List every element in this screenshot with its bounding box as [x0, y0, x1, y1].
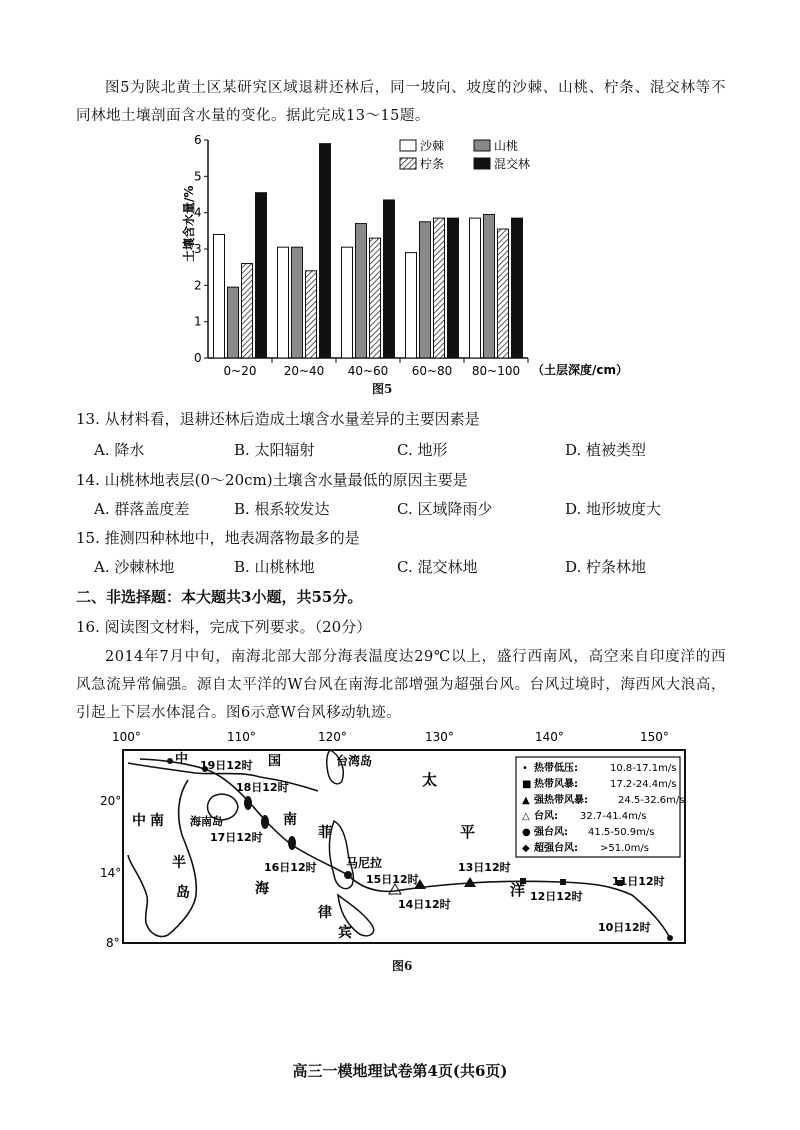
x-tick-label: 80~100: [471, 364, 521, 378]
bar-1-3: [420, 222, 431, 358]
label-manila: 马尼拉: [346, 856, 383, 870]
q14-option-a[interactable]: A. 群落盖度差: [94, 500, 190, 518]
label-scs-nan: 南: [283, 812, 297, 828]
label-indochina-zhong: 中: [132, 813, 146, 829]
legend-label-shaji: 沙棘: [420, 139, 445, 153]
time-label-15d: 15日12时: [366, 873, 419, 886]
lon-label-100: 100°: [112, 730, 141, 744]
track-point-storm: [560, 879, 566, 885]
page-footer: 高三一模地理试卷第4页(共6页): [292, 1062, 508, 1080]
lat-label-8: 8°: [106, 936, 120, 950]
q15-option-c[interactable]: C. 混交林地: [397, 558, 478, 576]
legend-sym-5: ◆: [522, 843, 530, 854]
legend-sym-1: ■: [522, 779, 532, 790]
question-14: 14. 山桃林地表层(0～20cm)土壤含水量最低的原因主要是: [76, 471, 468, 489]
legend-sym-2: ▲: [522, 795, 530, 806]
x-tick-label: 0~20: [223, 364, 257, 378]
legend-label-hunjiaolin: 混交林: [494, 157, 531, 171]
lat-label-20: 20°: [100, 794, 122, 808]
label-indochina-dao: 岛: [176, 885, 190, 901]
q15-option-d[interactable]: D. 柠条林地: [565, 558, 647, 576]
track-point-depression: [667, 935, 673, 941]
lon-label-120: 120°: [318, 730, 347, 744]
soil-moisture-chart: [0, 0, 800, 400]
legend-swatch-shaji: [400, 140, 416, 151]
map-legend: [516, 757, 684, 857]
bar-1-1: [292, 247, 303, 358]
bar-3-3: [448, 218, 459, 358]
bar-0-1: [278, 247, 289, 358]
track-point-super-typhoon: [261, 815, 269, 829]
legend-name-2: 强热带风暴:: [534, 795, 588, 806]
question-14-options: [94, 498, 734, 520]
bar-3-1: [320, 144, 331, 358]
y-tick-label: 4: [194, 205, 202, 220]
track-point-super-typhoon: [244, 796, 252, 810]
q13-option-b[interactable]: B. 太阳辐射: [234, 441, 315, 459]
x-tick-label: 20~40: [283, 364, 325, 378]
bar-0-4: [470, 218, 481, 358]
question-16: 16. 阅读图文材料，完成下列要求。（20分）: [76, 618, 372, 636]
legend-sym-0: •: [522, 763, 528, 774]
q14-option-d[interactable]: D. 地形坡度大: [565, 500, 662, 518]
bar-2-1: [306, 271, 317, 358]
bar-3-0: [256, 193, 267, 358]
y-tick-label: 6: [194, 133, 202, 147]
x-tick-label: 60~80: [411, 364, 453, 378]
bar-1-0: [228, 287, 239, 358]
lon-label-110: 110°: [227, 730, 256, 744]
legend-name-3: 台风:: [534, 811, 558, 822]
bar-0-2: [342, 247, 353, 358]
legend-range-2: 24.5-32.6m/s: [618, 795, 685, 806]
time-label-13d: 13日12时: [458, 861, 511, 874]
label-china-guo: 国: [268, 754, 282, 769]
legend-range-1: 17.2-24.4m/s: [610, 779, 677, 790]
y-axis-label: 土壤含水量/%: [182, 185, 196, 262]
fig6-caption: 图6: [392, 959, 413, 973]
q15-option-b[interactable]: B. 山桃林地: [234, 558, 315, 576]
bar-1-4: [484, 214, 495, 358]
q15-option-a[interactable]: A. 沙棘林地: [94, 558, 175, 576]
time-label-19d: 19日12时: [200, 759, 253, 772]
label-pacific-yang: 洋: [510, 881, 526, 899]
bar-2-3: [434, 218, 445, 358]
label-pacific-tai: 太: [422, 771, 438, 789]
y-tick-label: 1: [194, 314, 202, 329]
bar-2-4: [498, 229, 509, 358]
q13-option-c[interactable]: C. 地形: [397, 441, 448, 459]
label-scs-hai: 海: [255, 881, 269, 897]
legend-name-1: 热带风暴:: [534, 779, 578, 790]
x-tick-label: 40~60: [347, 364, 389, 378]
legend-name-4: 强台风:: [534, 827, 568, 838]
label-china-zhong: 中: [175, 752, 189, 767]
q13-option-a[interactable]: A. 降水: [94, 441, 145, 459]
lat-label-14: 14°: [100, 866, 122, 880]
q13-option-d[interactable]: D. 植被类型: [565, 441, 647, 459]
bar-0-3: [406, 253, 417, 358]
legend-sym-4: ●: [522, 827, 531, 838]
bar-3-2: [384, 200, 395, 358]
time-label-16d: 16日12时: [264, 861, 317, 874]
label-ph-bin: 宾: [338, 925, 352, 941]
chart-legend: [400, 138, 530, 171]
y-tick-label: 0: [194, 351, 202, 365]
label-taiwan: 台湾岛: [336, 754, 373, 768]
legend-swatch-hunjiaolin: [474, 158, 490, 169]
lon-label-150: 150°: [640, 730, 669, 744]
section-2-heading: 二、非选择题：本大题共3小题，共55分。: [76, 588, 363, 606]
time-label-14d: 14日12时: [398, 898, 451, 911]
x-axis-label: （土层深度/cm）: [532, 363, 629, 377]
time-label-17d: 17日12时: [210, 831, 263, 844]
legend-swatch-ningtiao: [400, 158, 416, 169]
label-indochina-ban: 半: [172, 855, 186, 871]
y-tick-label: 2: [194, 278, 202, 293]
time-label-18d: 18日12时: [236, 781, 289, 794]
bar-2-0: [242, 264, 253, 358]
lon-label-140: 140°: [535, 730, 564, 744]
q14-option-b[interactable]: B. 根系较发达: [234, 500, 330, 518]
legend-name-5: 超强台风:: [534, 843, 578, 854]
bar-1-2: [356, 224, 367, 358]
legend-swatch-shantao: [474, 140, 490, 151]
lon-label-130: 130°: [425, 730, 454, 744]
typhoon-track-map: [0, 725, 800, 965]
bar-2-2: [370, 238, 381, 358]
track-point-strong-typhoon: [344, 871, 352, 879]
legend-range-0: 10.8-17.1m/s: [610, 763, 677, 774]
time-label-11d: 11日12时: [612, 875, 665, 888]
legend-label-shantao: 山桃: [494, 139, 519, 153]
legend-sym-3: △: [522, 811, 530, 822]
label-pacific-ping: 平: [460, 823, 476, 841]
y-tick-label: 3: [194, 242, 202, 256]
track-point-depression: [167, 758, 173, 764]
label-ph-lv: 律: [318, 905, 332, 921]
y-tick-label: 5: [194, 169, 202, 184]
question-13: 13. 从材料看，退耕还林后造成土壤含水量差异的主要因素是: [76, 410, 480, 428]
question-15-options: [94, 556, 734, 578]
q14-option-c[interactable]: C. 区域降雨少: [397, 500, 493, 518]
legend-name-0: 热带低压:: [534, 763, 578, 774]
legend-label-ningtiao: 柠条: [420, 157, 445, 171]
label-indochina-nan: 南: [150, 813, 164, 829]
fig5-caption: 图5: [372, 382, 393, 396]
legend-range-5: >51.0m/s: [600, 843, 649, 854]
bar-0-0: [214, 234, 225, 358]
legend-range-4: 41.5-50.9m/s: [588, 827, 655, 838]
bar-3-4: [512, 218, 523, 358]
label-ph-fei: 菲: [318, 825, 332, 841]
indochina-coastline: [128, 780, 196, 937]
time-label-10d: 10日12时: [598, 921, 651, 934]
label-hainan: 海南岛: [190, 815, 223, 828]
q16-material: 2014年7月中旬，南海北部大部分海表温度达29℃以上，盛行西南风，高空来自印度洋的西风急流异常偏强。源自太平洋的W台风在南海北部增强为超强台风。台风过境时，海西风大浪高，引起上下层水体混合。图6示意W台风移动轨迹。: [76, 649, 726, 721]
track-point-super-typhoon: [288, 836, 296, 850]
legend-range-3: 32.7-41.4m/s: [580, 811, 647, 822]
time-label-12d: 12日12时: [530, 890, 583, 903]
intro-paragraph: 图5为陕北黄土区某研究区域退耕还林后，同一坡向、坡度的沙棘、山桃、柠条、混交林等不同林地土壤剖面含水量的变化。据此完成13～15题。: [76, 80, 726, 124]
question-15: 15. 推测四种林地中，地表凋落物最多的是: [76, 529, 360, 547]
question-13-options: [94, 439, 734, 461]
